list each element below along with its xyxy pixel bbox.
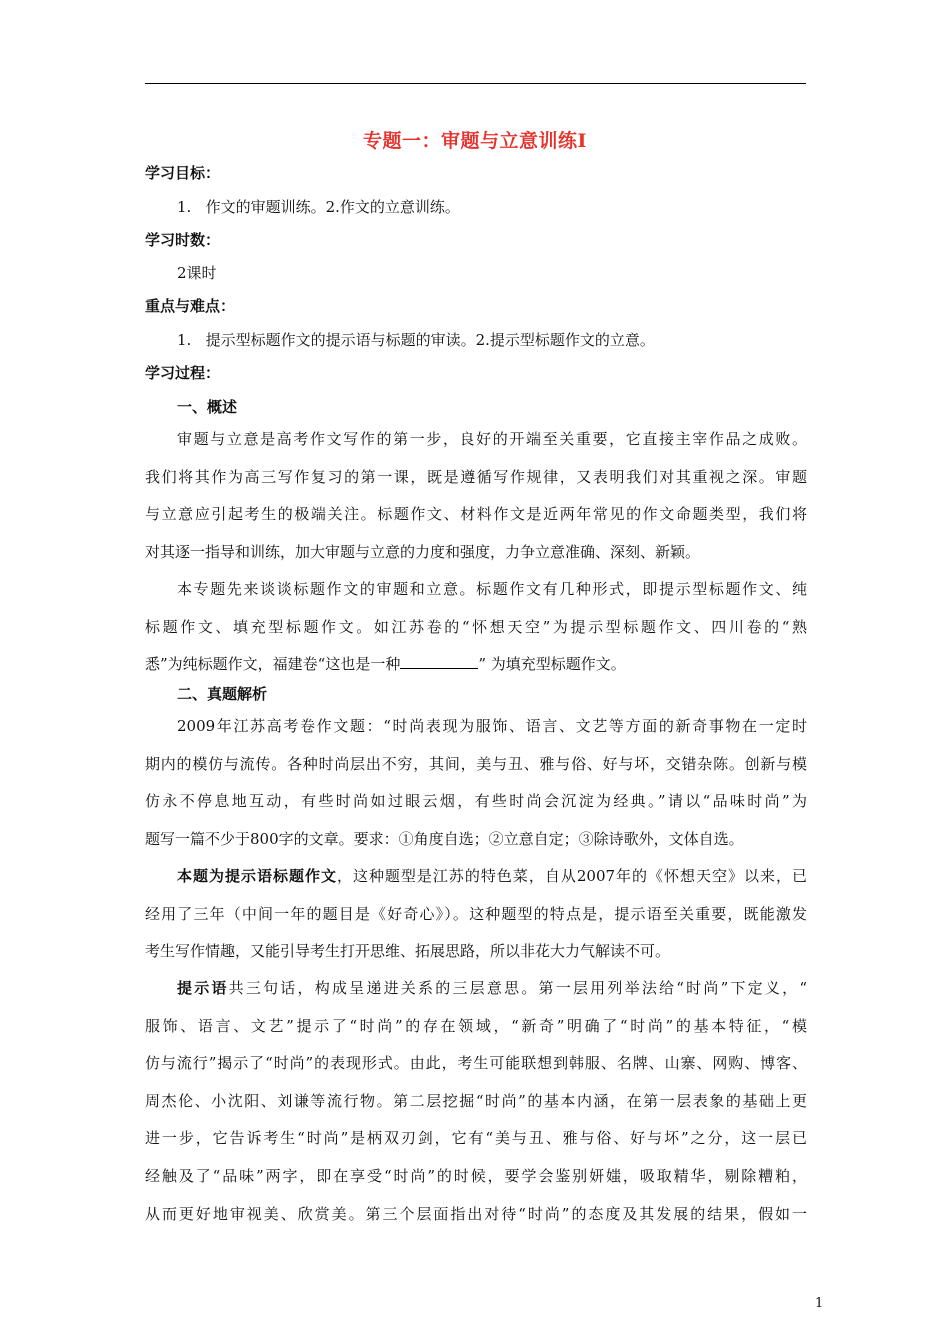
page-number: 1 [815,1296,824,1311]
part2-heading: 二、真题解析 [177,685,268,703]
process-label: 学习过程： [145,364,221,382]
fill-blank [400,654,478,669]
text-fragment: ” 为填充型标题作文。 [478,655,626,674]
text-line: 考生写作情趣，又能引导考生打开思维、拓展思路，所以非花大力气解读不可。 [145,942,671,961]
text-line [145,646,807,684]
page-title: 专题一：审题与立意训练Ⅰ [363,130,587,152]
text-line: 服饰、语言、文艺”提示了“时尚”的存在领域，“新奇”明确了“时尚”的基本特征，“模 [145,1016,807,1035]
header-rule [145,83,806,84]
text-fragment: 共三句话，构成呈递进关系的三层意思。第一层用列举法给“时尚”下定义，“ [228,979,807,997]
text-line: 经用了三年（中间一年的题目是《好奇心》）。这种题型的特点是，提示语至关重要，既能激发 [145,904,807,923]
text-line: 进一步，它告诉考生“时尚”是柄双刃剑，它有“美与丑、雅与俗、好与坏”之分，这一层已 [145,1129,807,1148]
text-line: 标题作文、填充型标题作文。如江苏卷的“怀想天空”为提示型标题作文、四川卷的“熟 [145,617,807,636]
text-line: 题写一篇不少于800字的文章。要求：①角度自选；②立意自定；③除诗歌外，文体自选。 [145,829,744,848]
goal-label: 学习目标： [145,164,221,182]
text-line: 仿永不停息地互动，有些时尚如过眼云烟，有些时尚会沉淀为经典。”请以“品味时尚”为 [145,792,807,811]
text-line: 我们将其作为高三写作复习的第一课，既是遵循写作规律，又表明我们对其重视之深。审题 [145,467,807,486]
text-line: 审题与立意是高考作文写作的第一步，良好的开端至关重要，它直接主宰作品之成败。 [177,430,807,448]
bold-lead: 提示语 [177,979,229,997]
goal-text: 1. 作文的审题训练。2.作文的立意训练。 [177,198,460,216]
text-line: 与立意应引起考生的极端关注。标题作文、材料作文是近两年常见的作文命题类型，我们将 [145,505,807,524]
part1-paragraph-1 [145,421,807,571]
text-line: 本专题先来谈谈标题作文的审题和立意。标题作文有几种形式，即提示型标题作文、纯 [177,580,807,598]
key-text: 1. 提示型标题作文的提示语与标题的审读。2.提示型标题作文的立意。 [177,331,655,349]
hours-label: 学习时数： [145,231,221,249]
text-line: 周杰伦、小沈阳、刘谦等流行物。第二层挖掘“时尚”的基本内涵，在第一层表象的基础上更 [145,1091,807,1110]
text-line: 期内的模仿与流传。各种时尚层出不穷，其间，美与丑、雅与俗、好与坏，交错杂陈。创新与模 [145,754,807,773]
text-line: 2009年江苏高考卷作文题：“时尚表现为服饰、语言、文艺等方面的新奇事物在一定时 [177,717,807,735]
text-line: 经触及了“品味”两字，即在享受“时尚”的时候，要学会鉴别妍媸，吸取精华，剔除糟粕， [145,1166,807,1185]
text-fragment: ，这种题型是江苏的特色菜，自从2007年的《怀想天空》以来，已 [336,867,807,885]
part1-paragraph-2 [145,571,807,684]
text-line [145,858,807,896]
text-line: 从而更好地审视美、欣赏美。第三个层面指出对待“时尚”的态度及其发展的结果，假如一 [145,1204,807,1223]
text-line [145,970,807,1008]
text-line: 仿与流行”揭示了“时尚”的表现形式。由此，考生可能联想到韩服、名牌、山寨、网购、博客、 [145,1054,807,1073]
part2-paragraph-1 [145,708,807,858]
text-fragment: 悉”为纯标题作文，福建卷“这也是一种 [145,655,401,674]
part2-paragraph-2 [145,858,807,971]
bold-lead: 本题为提示语标题作文 [177,867,337,885]
text-line: 对其逐一指导和训练，加大审题与立意的力度和强度，力争立意准确、深刻、新颖。 [145,542,701,561]
part2-paragraph-3 [145,970,807,1233]
hours-text: 2课时 [177,264,217,282]
key-label: 重点与难点： [145,297,236,315]
part1-heading: 一、概述 [177,398,238,416]
